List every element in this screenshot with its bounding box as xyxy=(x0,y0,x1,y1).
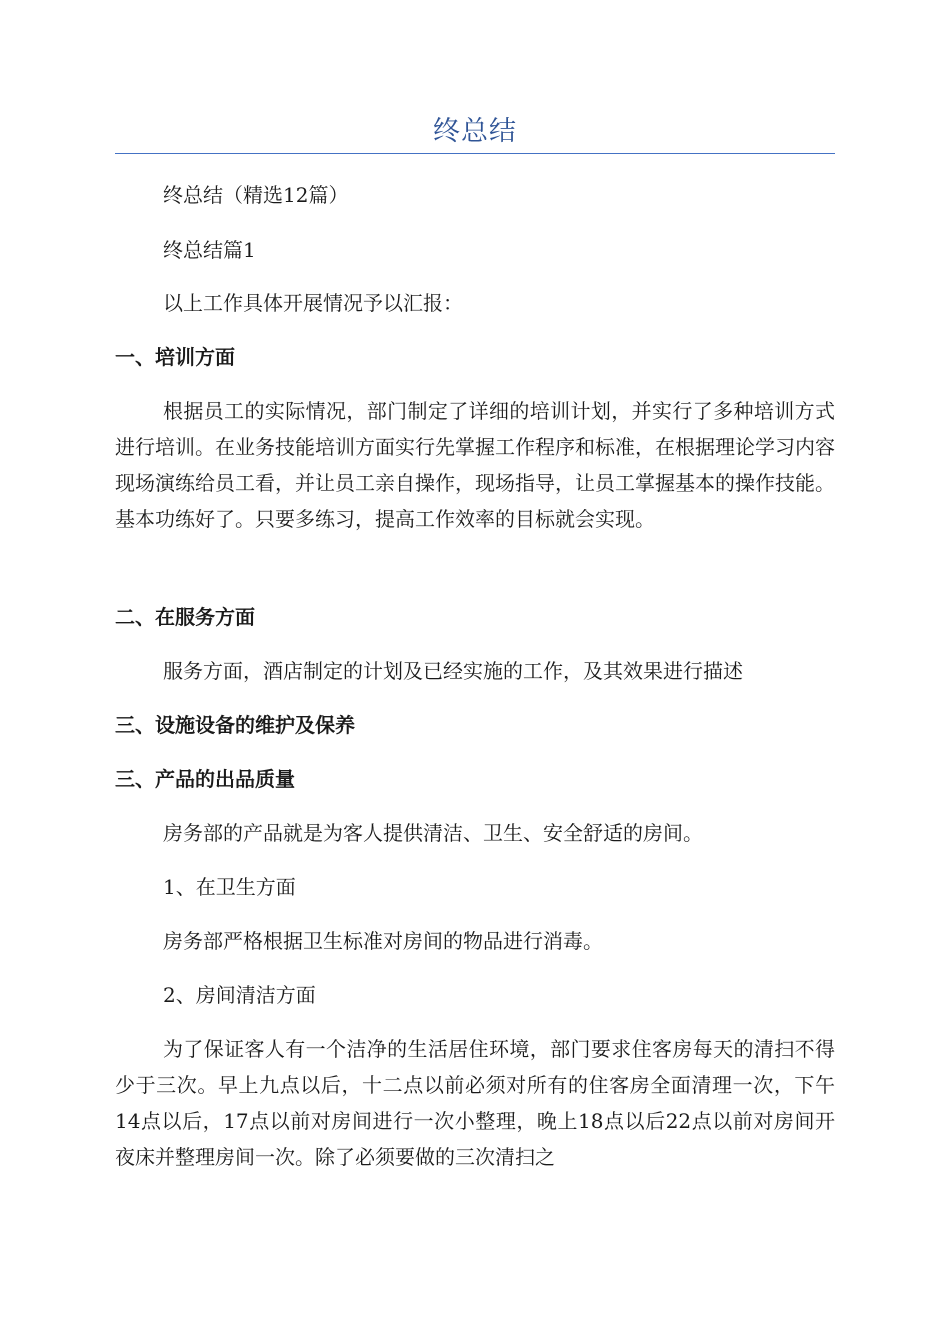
heading-facilities: 三、设施设备的维护及保养 xyxy=(115,713,355,737)
intro-text: 以上工作具体开展情况予以汇报： xyxy=(163,291,463,315)
paragraph-product: 房务部的产品就是为客人提供清洁、卫生、安全舒适的房间。 xyxy=(163,821,703,845)
paragraph-room-cleaning: 为了保证客人有一个洁净的生活居住环境，部门要求住客房每天的清扫不得少于三次。早上九点以后，十二点以前必须对所有的住客房全面清理一次，下午14点以后，17点以前对房间进行一次小整理，晚上18点以后22点以前对房间开夜床并整理房间一次。除了必须要做的三次清扫之 xyxy=(115,1037,835,1169)
heading-service: 二、在服务方面 xyxy=(115,605,255,629)
page-title: 终总结 xyxy=(433,116,517,147)
item-room-cleaning: 2、房间清洁方面 xyxy=(163,983,316,1007)
title-underline xyxy=(115,153,835,154)
section-label: 终总结篇1 xyxy=(163,238,256,262)
document-subtitle: 终总结（精选12篇） xyxy=(163,183,349,207)
heading-training: 一、培训方面 xyxy=(115,345,235,369)
paragraph-hygiene: 房务部严格根据卫生标准对房间的物品进行消毒。 xyxy=(163,929,603,953)
heading-product-quality: 三、产品的出品质量 xyxy=(115,767,295,791)
paragraph-service: 服务方面，酒店制定的计划及已经实施的工作，及其效果进行描述 xyxy=(163,659,743,683)
paragraph-training: 根据员工的实际情况，部门制定了详细的培训计划，并实行了多种培训方式进行培训。在业务技能培训方面实行先掌握工作程序和标准，在根据理论学习内容现场演练给员工看，并让员工亲自操作，现场指导，让员工掌握基本的操作技能。基本功练好了。只要多练习，提高工作效率的目标就会实现。 xyxy=(115,399,835,531)
item-hygiene: 1、在卫生方面 xyxy=(163,875,296,899)
